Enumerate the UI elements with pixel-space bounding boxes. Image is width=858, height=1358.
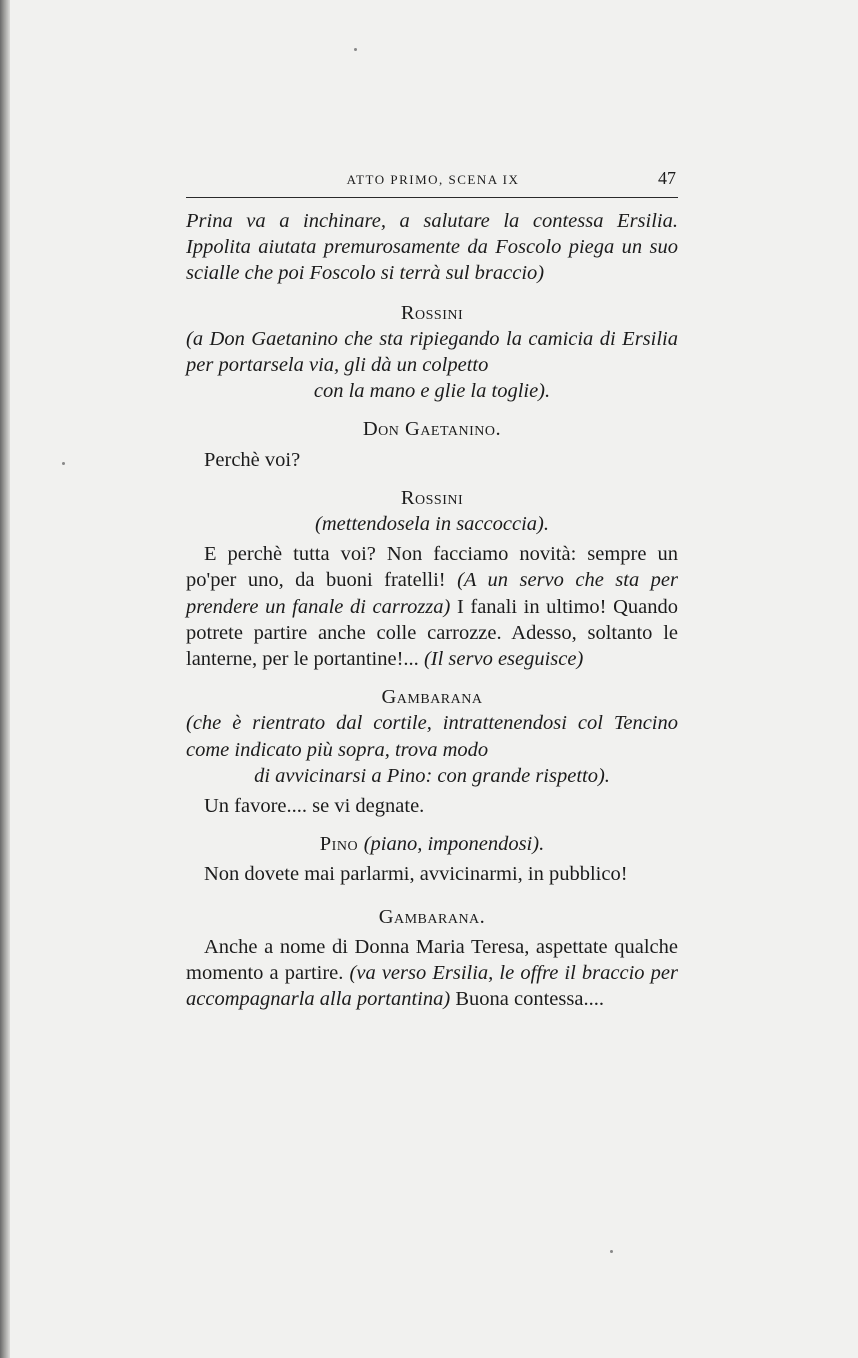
speaker-name: Pino	[319, 833, 359, 856]
dialogue-line	[186, 934, 678, 1013]
inline-stage-direction: (A un servo che sta per prendere un fanale di carrozza)	[186, 569, 678, 618]
dialogue-text: I fanali in ultimo! Quando potrete partire anche colle carrozze. Adesso, soltanto le lanterne, per le portantine!...	[186, 595, 679, 671]
dialogue-line	[186, 541, 678, 672]
header-rule	[186, 197, 678, 198]
stage-direction: (a Don Gaetanino che sta ripiegando la camicia di Ersilia per portarsela via, gli dà un colpetto	[186, 327, 678, 377]
running-head-title: ATTO PRIMO, SCENA IX	[346, 172, 520, 187]
paper-speck	[62, 462, 65, 465]
dialogue-line: Un favore.... se vi degnate.	[204, 795, 425, 818]
speaker-name: Don Gaetanino.	[362, 418, 502, 441]
stage-direction: (che è rientrato dal cortile, intrattenendosi col Tencino come indicato più sopra, trova modo	[186, 712, 678, 761]
dialogue-text: Buona contessa....	[450, 988, 604, 1011]
speaker-name: Rossini	[400, 486, 464, 509]
stage-direction: Prina va a inchinare, a salutare la contessa Ersilia. Ippolita aiutata premurosamente da Foscolo piega un suo scialle che poi Foscolo si terrà sul braccio)	[186, 210, 678, 285]
speaker-heading	[186, 831, 678, 857]
speaker-name: Gambarana.	[378, 905, 486, 928]
paper-speck	[610, 1250, 613, 1253]
dialogue-text: Anche a nome di Donna Maria Teresa, aspettate qualche momento a partire.	[186, 935, 678, 985]
paper-speck	[354, 48, 357, 51]
dialogue-line: Non dovete mai parlarmi, avvicinarmi, in pubblico!	[204, 863, 628, 886]
page-number: 47	[658, 168, 676, 188]
speaker-name: Rossini	[400, 301, 464, 324]
dialogue-line: Perchè voi?	[204, 448, 301, 471]
stage-direction: di avvicinarsi a Pino: con grande rispetto).	[254, 764, 610, 787]
dialogue-text: E perchè tutta voi? Non facciamo novità: sempre un po'per uno, da buoni fratelli!	[186, 543, 678, 592]
stage-direction: (mettendosela in saccoccia).	[315, 513, 549, 536]
inline-stage-direction: (Il servo eseguisce)	[423, 648, 584, 671]
stage-direction: con la mano e glie la toglie).	[313, 380, 551, 403]
page-binding-edge	[0, 0, 10, 1358]
speaker-direction: (piano, imponendosi).	[363, 833, 545, 856]
running-head	[186, 168, 680, 192]
page-text	[186, 208, 678, 1012]
inline-stage-direction: (va verso Ersilia, le offre il braccio per accompagnarla alla portantina)	[186, 962, 679, 1011]
speaker-name: Gambarana	[381, 686, 483, 709]
